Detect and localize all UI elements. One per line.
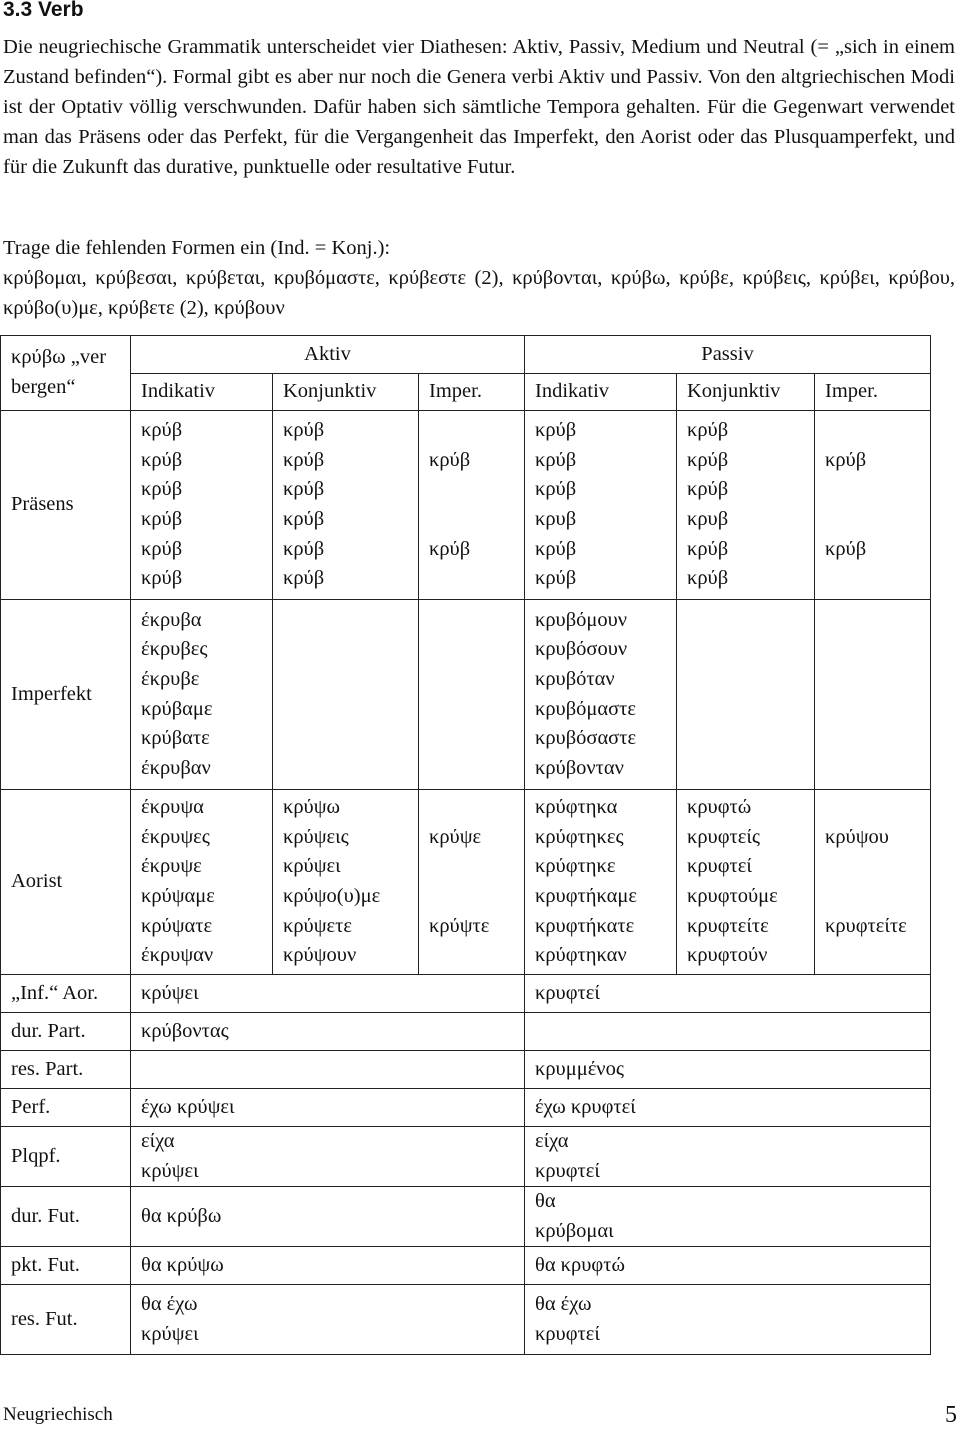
verb-form: κρύψτε <box>429 914 490 937</box>
row-aorist <box>1 790 931 975</box>
row-praesens <box>1 411 931 600</box>
verb-form: έκρυβες <box>141 638 208 661</box>
verb-form: κρυβόμαστε <box>535 697 637 720</box>
word-list: κρύβομαι, κρύβεσαι, κρύβεται, κρυβόμαστε, κρύβεστε (2), κρύβονται, κρύβω, κρύβε, κρύβεις, κρύβει, κρύβου, κρύβο(υ)με, κρύβετε (2), κρύβουν <box>3 267 955 319</box>
praesens-pas-ind <box>525 411 677 600</box>
table-row <box>1 1051 931 1089</box>
verb-form: έκρυβε <box>141 667 200 690</box>
imperfekt-pas-konj <box>677 600 815 790</box>
table-row <box>1 1247 931 1285</box>
corner-verb: κρύβω „ver <box>11 346 107 368</box>
subheader-pas-indikativ: Indikativ <box>525 374 677 411</box>
verb-form: κρύψει <box>141 1159 199 1182</box>
aktiv-form <box>131 1013 525 1051</box>
subheader-pas-konjunktiv: Konjunktiv <box>677 374 815 411</box>
verb-form: κρύψατε <box>141 914 213 937</box>
subheader-akt-imperativ: Imper. <box>419 374 525 411</box>
imperfekt-pas-ind <box>525 600 677 790</box>
verb-form: κρύβ <box>535 567 577 590</box>
passiv-form <box>525 975 931 1013</box>
corner-meaning: bergen“ <box>11 376 76 398</box>
verb-form: κρυφτήκατε <box>535 914 635 937</box>
verb-form: κρύβ <box>283 448 325 471</box>
imperfekt-akt-konj <box>273 600 419 790</box>
verb-form: κρύβ <box>141 537 183 560</box>
verb-form: θα έχω <box>141 1293 198 1316</box>
praesens-akt-konj <box>273 411 419 600</box>
aktiv-form <box>131 975 525 1013</box>
verb-form: θα κρυφτώ <box>535 1254 625 1277</box>
praesens-pas-imp <box>815 411 931 600</box>
verb-form: κρύφτηκε <box>535 855 616 878</box>
table-row <box>1 1187 931 1247</box>
verb-form: κρυφτεί <box>687 855 752 878</box>
verb-form: κρύβ <box>535 478 577 501</box>
verb-form: κρυβόσαστε <box>535 727 637 750</box>
verb-form: κρύβ <box>283 537 325 560</box>
intro-paragraph: Die neugriechische Grammatik unterscheidet vier Diathesen: Aktiv, Passiv, Medium und Neutral (= „sich in einem Zustand befinden“). Formal gibt es aber nur noch die Genera verbi Aktiv und Passiv. Von den altgriechischen Modi ist der Optativ völlig verschwunden. Dafür haben sich sämtliche Tempora gehalten. Für die Gegenwart verwendet man das Präsens oder das Perfekt, für die Vergangenheit das Imperfekt, den Aorist oder das Plusquamperfekt, und für die Zukunft das durative, punktuelle oder resultative Futur. <box>3 36 955 178</box>
aorist-pas-konj <box>677 790 815 975</box>
table-row <box>1 1285 931 1355</box>
verb-form: έκρυβα <box>141 608 202 631</box>
verb-form: κρύβ <box>141 448 183 471</box>
verb-form: κρύψω <box>283 796 341 819</box>
passiv-form <box>525 1187 931 1247</box>
row-label: „Inf.“ Aor. <box>1 975 131 1013</box>
verb-form: κρύβ <box>825 448 867 471</box>
aorist-pas-imp <box>815 790 931 975</box>
aorist-akt-ind <box>131 790 273 975</box>
verb-form: κρύβομαι <box>535 1219 614 1242</box>
verb-form: είχα <box>141 1130 175 1152</box>
verb-form: κρύβονταν <box>535 756 624 779</box>
verb-form: κρύφτηκα <box>535 796 618 819</box>
subheader-pas-imperativ: Imper. <box>815 374 931 411</box>
verb-form: κρύβ <box>687 419 729 442</box>
aktiv-form <box>131 1285 525 1355</box>
label-aorist: Aorist <box>1 790 131 975</box>
section-title: 3.3 Verb <box>3 0 84 21</box>
row-label: res. Fut. <box>1 1285 131 1355</box>
verb-form: κρύψαμε <box>141 885 215 907</box>
verb-form: κρύβ <box>535 537 577 560</box>
verb-form: κρυφτείτε <box>687 914 769 937</box>
verb-form: κρύβ <box>283 478 325 501</box>
verb-form: κρύψε <box>429 825 482 848</box>
verb-form: κρύβ <box>283 567 325 590</box>
verb-form: κρύβ <box>535 419 577 442</box>
row-label: res. Part. <box>1 1051 131 1089</box>
verb-form: έκρυψε <box>141 855 202 878</box>
verb-form: κρύβ <box>687 537 729 560</box>
verb-form: κρυφτεί <box>535 1322 600 1345</box>
passiv-form <box>525 1247 931 1285</box>
page-number: 5 <box>945 1402 957 1428</box>
verb-form: κρύβ <box>687 448 729 471</box>
verb-form: κρυβόμουν <box>535 608 628 631</box>
verb-form: κρυβόσουν <box>535 638 628 661</box>
row-label: dur. Part. <box>1 1013 131 1051</box>
verb-form: κρύψει <box>283 855 341 878</box>
verb-form: κρύβ <box>141 419 183 442</box>
subheader-akt-indikativ: Indikativ <box>131 374 273 411</box>
passiv-form <box>525 1051 931 1089</box>
praesens-pas-konj <box>677 411 815 600</box>
row-imperfekt <box>1 600 931 790</box>
verb-form: κρυφτείτε <box>825 914 907 937</box>
aorist-pas-ind <box>525 790 677 975</box>
aorist-akt-imp <box>419 790 525 975</box>
verb-form: κρύβαμε <box>141 697 213 720</box>
verb-form: κρύψει <box>141 981 199 1004</box>
table-row <box>1 1127 931 1187</box>
verb-form: έκρυψες <box>141 825 210 848</box>
verb-form: κρύβ <box>687 567 729 590</box>
verb-form: κρύβ <box>141 567 183 590</box>
verb-form: κρύψο(υ)με <box>283 885 381 907</box>
verb-form: κρύβ <box>825 537 867 560</box>
header-passiv: Passiv <box>525 336 931 374</box>
imperfekt-akt-ind <box>131 600 273 790</box>
verb-form: κρύβ <box>141 478 183 501</box>
verb-form: θα έχω <box>535 1293 592 1316</box>
verb-form: έκρυβαν <box>141 756 211 779</box>
aktiv-form <box>131 1187 525 1247</box>
verb-form: κρυβ <box>535 508 577 530</box>
task-instruction: Trage die fehlenden Formen ein (Ind. = Konj.): <box>3 237 391 259</box>
verb-form: κρυφτεί <box>535 1159 600 1182</box>
verb-form: κρύβ <box>283 419 325 442</box>
subheader-akt-konjunktiv: Konjunktiv <box>273 374 419 411</box>
verb-form: θα <box>535 1190 556 1213</box>
verb-form: έκρυψαν <box>141 944 214 967</box>
row-label: pkt. Fut. <box>1 1247 131 1285</box>
header-aktiv: Aktiv <box>131 336 525 374</box>
praesens-akt-imp <box>419 411 525 600</box>
verb-form: κρυφτούμε <box>687 885 778 907</box>
verb-form: κρυφτεί <box>535 981 600 1004</box>
verb-form: κρύβ <box>535 448 577 471</box>
verb-form: κρυμμένος <box>535 1057 624 1080</box>
imperfekt-akt-imp <box>419 600 525 790</box>
verb-form: κρύφτηκες <box>535 825 624 848</box>
verb-form: κρυφτήκαμε <box>535 885 637 907</box>
label-praesens: Präsens <box>1 411 131 600</box>
verb-form: κρύφτηκαν <box>535 944 627 967</box>
verb-form: κρύψουν <box>283 944 357 967</box>
verb-form: είχα <box>535 1130 569 1152</box>
verb-form: θα κρύψω <box>141 1254 224 1277</box>
verb-form: κρυβ <box>687 508 729 530</box>
verb-form: έχω κρύψει <box>141 1095 235 1118</box>
passiv-form <box>525 1013 931 1051</box>
verb-form: κρυφτούν <box>687 944 768 967</box>
verb-form: κρύψου <box>825 825 889 848</box>
verb-form: θα κρύβω <box>141 1204 222 1227</box>
verb-form: κρύψει <box>141 1322 199 1345</box>
verb-form: κρύψετε <box>283 914 352 937</box>
table-row <box>1 975 931 1013</box>
aktiv-form <box>131 1051 525 1089</box>
row-label: Perf. <box>1 1089 131 1127</box>
verb-form: κρύβ <box>283 508 325 530</box>
verb-form: κρύβ <box>429 537 471 560</box>
passiv-form <box>525 1127 931 1187</box>
verb-form: κρύβατε <box>141 727 210 750</box>
verb-form: έκρυψα <box>141 796 204 819</box>
verb-form: κρύβ <box>687 478 729 501</box>
verb-form: κρύβ <box>141 508 183 530</box>
table-row <box>1 1013 931 1051</box>
aktiv-form <box>131 1127 525 1187</box>
verb-form: κρυφτώ <box>687 796 752 819</box>
label-imperfekt: Imperfekt <box>1 600 131 790</box>
verb-form: κρυφτείς <box>687 825 761 848</box>
passiv-form <box>525 1285 931 1355</box>
conjugation-table <box>0 335 931 1355</box>
row-label: Plqpf. <box>1 1127 131 1187</box>
aktiv-form <box>131 1089 525 1127</box>
table-corner <box>1 336 131 411</box>
imperfekt-pas-imp <box>815 600 931 790</box>
footer-subject: Neugriechisch <box>3 1404 113 1425</box>
aorist-akt-konj <box>273 790 419 975</box>
praesens-akt-ind <box>131 411 273 600</box>
row-label: dur. Fut. <box>1 1187 131 1247</box>
passiv-form <box>525 1089 931 1127</box>
aktiv-form <box>131 1247 525 1285</box>
verb-form: κρυβόταν <box>535 667 615 690</box>
table-row <box>1 1089 931 1127</box>
verb-form: έχω κρυφτεί <box>535 1095 636 1118</box>
verb-form: κρύψεις <box>283 825 349 848</box>
verb-form: κρύβοντας <box>141 1019 229 1042</box>
verb-form: κρύβ <box>429 448 471 471</box>
